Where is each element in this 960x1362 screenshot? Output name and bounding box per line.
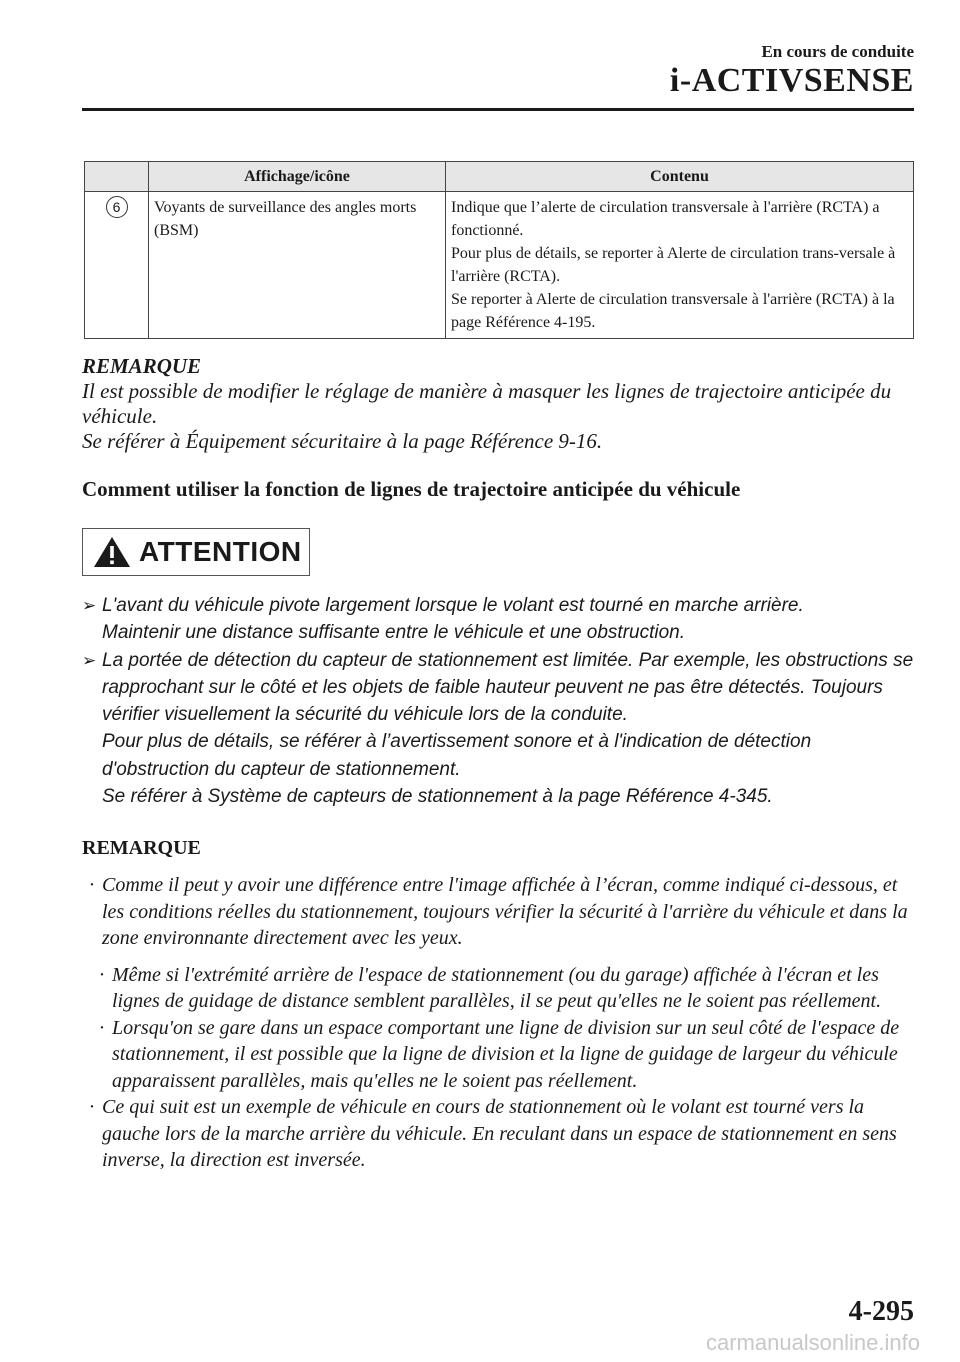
page-number: 4-295 [848, 1296, 914, 1327]
content-line: Se reporter à Alerte de circulation transversale à l'arrière (RCTA) à la page Référence 4-195. [451, 291, 895, 331]
attention-line: Maintenir une distance suffisante entre le véhicule et une obstruction. [102, 622, 686, 644]
note-sub-bullet-text: Lorsqu'on se gare dans un espace comportant une ligne de division sur un seul côté de l'espace de stationnement, il est possible que la ligne de division et la ligne de guidage de largeur du véhicule apparaissent parallèles, mais qu'elles ne le soient pas réellement. [112, 1016, 900, 1092]
note-line: Se référer à Équipement sécuritaire à la page Référence 9-16. [82, 429, 603, 453]
bullet-dot-icon: · [88, 874, 96, 896]
bullet-dot-icon: · [98, 963, 106, 986]
attention-box [82, 528, 310, 576]
note-block-2 [82, 872, 922, 1174]
row-content-cell [446, 192, 914, 339]
bullet-dot-icon: · [88, 1096, 96, 1118]
note-bullet [82, 872, 922, 952]
attention-line: La portée de détection du capteur de stationnement est limitée. Par exemple, les obstructions se rapprochant sur le côté et les objets de faible hauteur peuvent ne pas être détectés. Toujours vérifier visuellement la sécurité du véhicule lors de la conduite. [102, 649, 914, 726]
table-header-content: Contenu [446, 162, 914, 192]
attention-line: L'avant du véhicule pivote largement lorsque le volant est tourné en marche arrière. [102, 595, 804, 616]
table-header-num [85, 162, 149, 192]
note-sub-bullet-text: Même si l'extrémité arrière de l'espace de stationnement (ou du garage) affichée à l'écran et les lignes de guidage de distance semblent parallèles, il se peut qu'elles ne le soient pas réellement. [112, 963, 882, 1012]
attention-item [82, 647, 922, 811]
content-line: Pour plus de détails, se reporter à Alerte de circulation trans-versale à l'arrière (RCTA). [451, 245, 896, 285]
row-display-cell: Voyants de surveillance des angles morts (BSM) [149, 192, 446, 339]
note-block-1 [82, 354, 922, 454]
attention-item [82, 592, 922, 647]
note-title: REMARQUE [82, 354, 202, 378]
watermark: carmanualsonline.info [705, 1330, 920, 1355]
table-header-display: Affichage/icône [149, 162, 446, 192]
note-line: Il est possible de modifier le réglage de manière à masquer les lignes de trajectoire anticipée du véhicule. [82, 379, 892, 428]
attention-list [82, 592, 922, 810]
attention-label: ATTENTION [139, 536, 302, 567]
info-table [84, 161, 914, 339]
note-bullet [82, 1094, 922, 1174]
table-row [85, 192, 914, 339]
header-rule [82, 108, 914, 111]
arrow-bullet-icon: ➢ [82, 650, 97, 670]
attention-line: Se référer à Système de capteurs de stationnement à la page Référence 4-345. [102, 786, 773, 808]
note-title-2: REMARQUE [82, 837, 201, 859]
attention-line: Pour plus de détails, se référer à l’avertissement sonore et à l'indication de détection d'obstruction du capteur de stationnement. [102, 731, 812, 780]
running-header-section: En cours de conduite [761, 42, 914, 61]
circled-number: 6 [106, 196, 128, 218]
note-sub-bullet [92, 1015, 922, 1095]
arrow-bullet-icon: ➢ [82, 596, 97, 615]
bullet-dot-icon: · [98, 1016, 106, 1039]
row-number-cell [85, 192, 149, 339]
section-heading: Comment utiliser la fonction de lignes de trajectoire anticipée du véhicule [82, 477, 741, 501]
warning-triangle-icon [93, 536, 131, 568]
note-bullet-text: Ce qui suit est un exemple de véhicule en cours de stationnement où le volant est tourné vers la gauche lors de la marche arrière du véhicule. En reculant dans un espace de stationnement en sens inverse, la direction est inversée. [102, 1096, 897, 1171]
note-sub-bullet [92, 962, 922, 1015]
table-header-row [85, 162, 914, 192]
running-header-chapter: i-ACTIVSENSE [669, 62, 914, 99]
note-bullet-text: Comme il peut y avoir une différence entre l'image affichée à l’écran, comme indiqué ci-dessous, et les conditions réelles du stationnement, toujours vérifier la sécurité à l'arrière du véhicule et dans la zone environnante directement avec les yeux. [102, 874, 908, 949]
content-line: Indique que l’alerte de circulation transversale à l'arrière (RCTA) a fonctionné. [451, 199, 880, 239]
